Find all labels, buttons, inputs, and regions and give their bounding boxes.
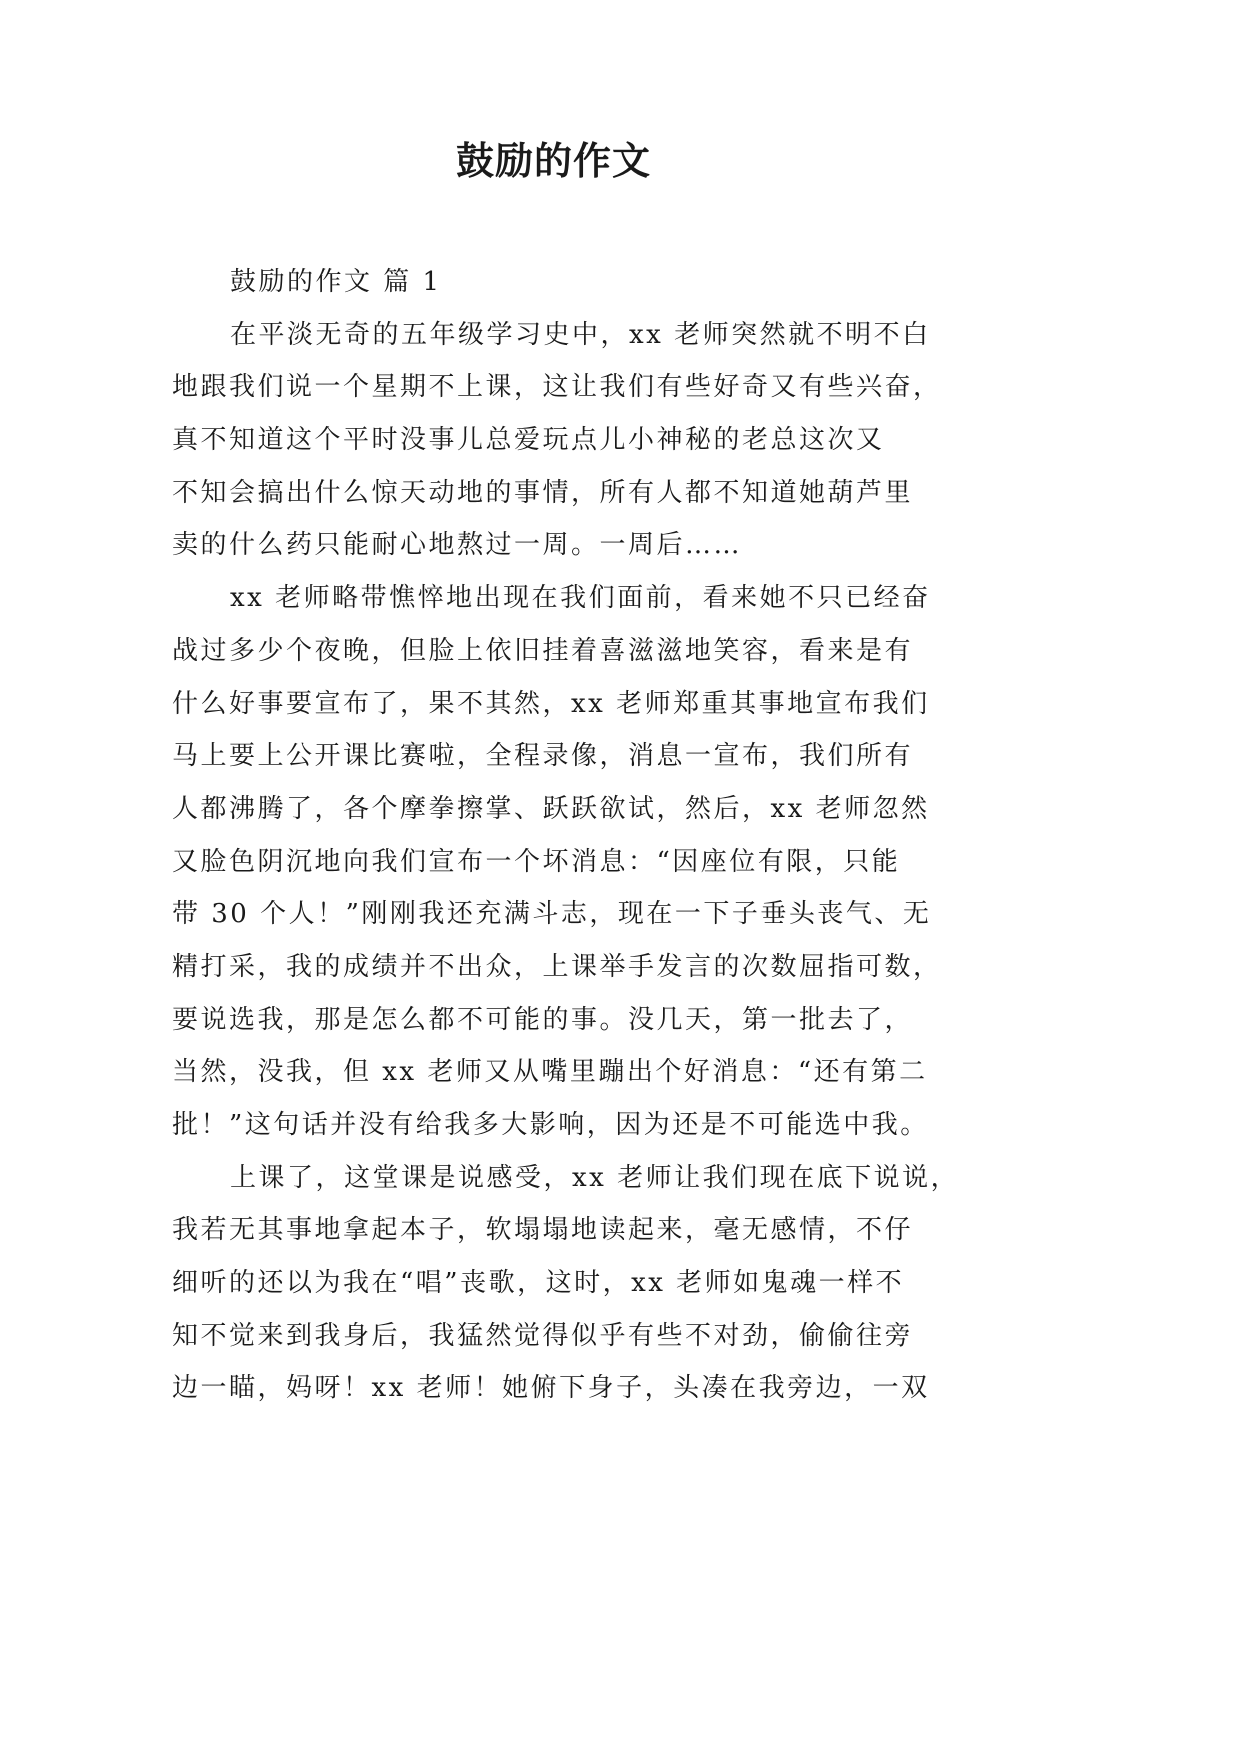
document-body: [172, 256, 962, 1415]
body-line: 真不知道这个平时没事儿总爱玩点儿小神秘的老总这次又: [172, 425, 885, 456]
body-line: 鼓励的作文 篇 1: [230, 267, 442, 297]
body-line: xx 老师略带憔悴地出现在我们面前，看来她不只已经奋: [230, 583, 931, 614]
body-line: 要说选我，那是怎么都不可能的事。没几天，第一批去了，: [172, 1004, 914, 1035]
body-line: 卖的什么药只能耐心地熬过一周。一周后……: [172, 530, 743, 561]
body-line: 细听的还以为我在“唱”丧歌，这时，xx 老师如鬼魂一样不: [172, 1268, 905, 1299]
document-title: 鼓励的作文: [455, 139, 651, 183]
body-line: 带 30 个人！”刚刚我还充满斗志，现在一下子垂头丧气、无: [172, 899, 932, 930]
body-line: 战过多少个夜晚，但脸上依旧挂着喜滋滋地笑容，看来是有: [172, 635, 914, 666]
body-line: 上课了，这堂课是说感受，xx 老师让我们现在底下说说，: [230, 1162, 960, 1193]
body-line: 人都沸腾了，各个摩拳擦掌、跃跃欲试，然后，xx 老师忽然: [172, 793, 930, 824]
body-line: 批！”这句话并没有给我多大影响，因为还是不可能选中我。: [172, 1110, 929, 1140]
body-line: 又脸色阴沉地向我们宣布一个坏消息：“因座位有限，只能: [172, 846, 901, 877]
body-line: 知不觉来到我身后，我猛然觉得似乎有些不对劲，偷偷往旁: [172, 1320, 914, 1351]
body-line: 边一瞄，妈呀！xx 老师！她俯下身子，头凑在我旁边，一双: [172, 1373, 930, 1404]
body-line: 马上要上公开课比赛啦，全程录像，消息一宣布，我们所有: [172, 741, 914, 772]
body-line: 在平淡无奇的五年级学习史中，xx 老师突然就不明不白: [230, 319, 931, 350]
body-line: 地跟我们说一个星期不上课，这让我们有些好奇又有些兴奋，: [172, 372, 942, 403]
body-line: 什么好事要宣布了，果不其然，xx 老师郑重其事地宣布我们: [172, 688, 930, 719]
body-line: 我若无其事地拿起本子，软塌塌地读起来，毫无感情，不仔: [172, 1215, 914, 1246]
body-line: 不知会搞出什么惊天动地的事情，所有人都不知道她葫芦里: [172, 477, 914, 508]
body-line: 当然，没我，但 xx 老师又从嘴里蹦出个好消息：“还有第二: [172, 1057, 928, 1088]
body-line: 精打采，我的成绩并不出众，上课举手发言的次数屈指可数，: [172, 951, 942, 982]
